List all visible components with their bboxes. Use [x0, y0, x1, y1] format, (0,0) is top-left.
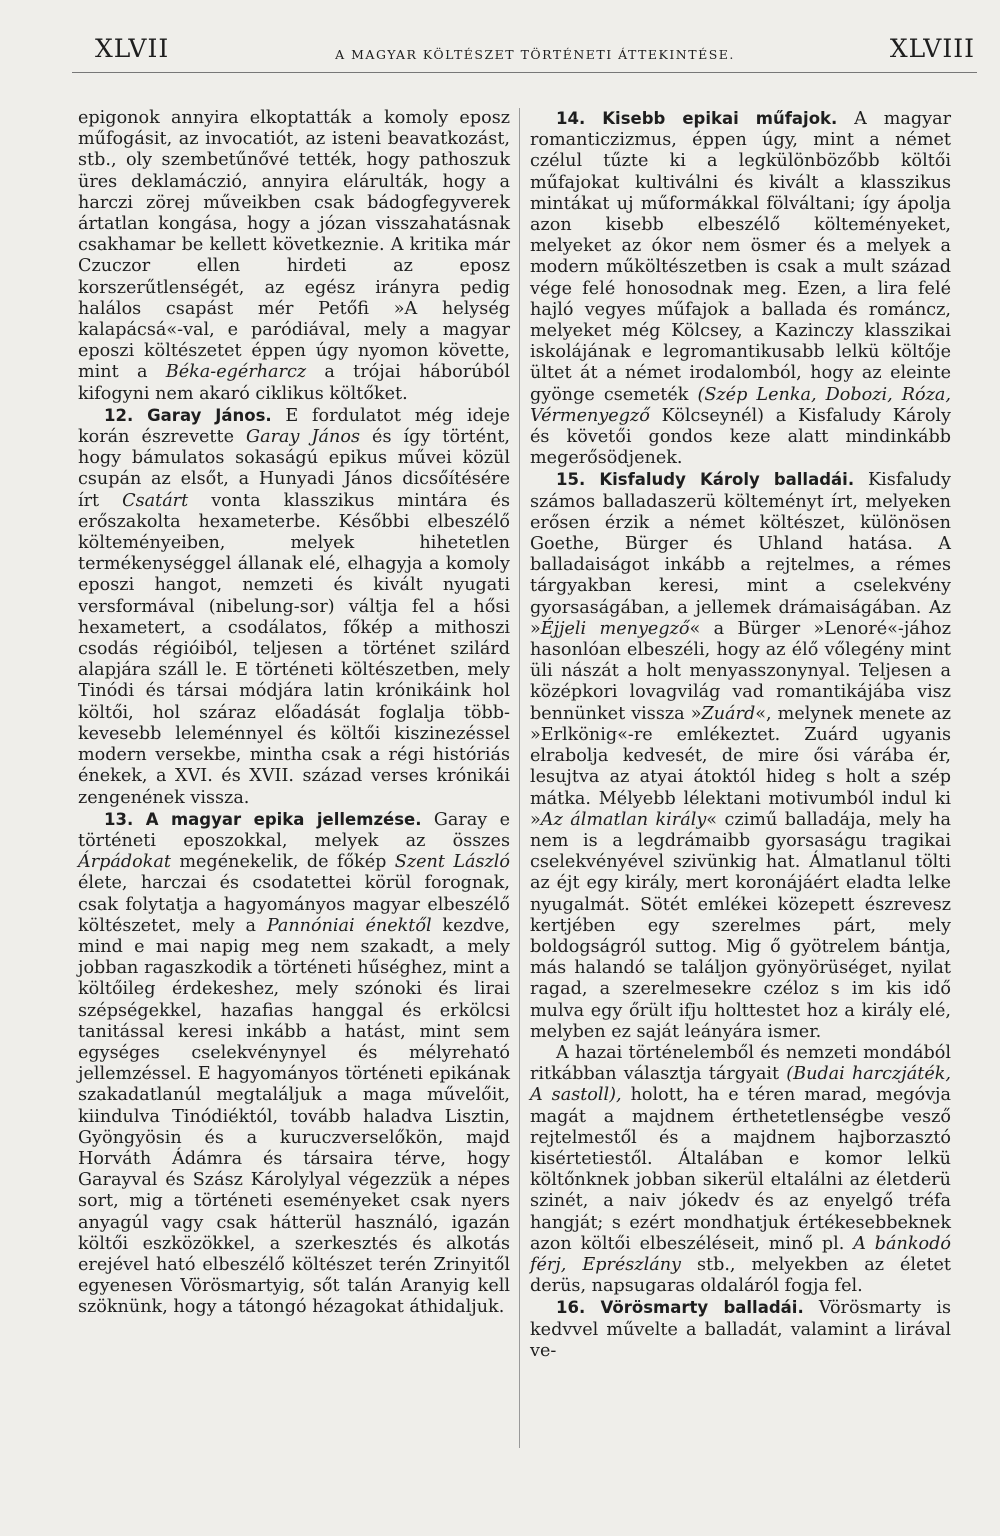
right-page-number: XLVIII [889, 34, 975, 63]
section-12: 12. Garay János. E fordulatot még ideje korán észrevette Garay János és így történt, hogy bámulatos sokaságú epikus művei közül csupán az elsőt, a Hunyadi János dicsőítésére írt Csatárt vonta klasszikus mintára és erőszakolta hexameterbe. Későbbi elbeszélő költeményeiben, melyek hihetetlen termékenységgel állanak elé, elhagyja a komoly eposzi hangot, nemzeti és kivált nyugati versformával (nibelung-sor) váltja fel a hősi hexametert, a csodálatos, főkép a mithoszi csodás régióiból, teljesen a történet szilárd alapjára száll le. E történeti költészetben, mely Tinódi és társai módjára latin krónikáink hol költői, hol száraz előadását foglalja több-kevesebb leleménnyel és költői kiszinezéssel modern versekbe, mintha csak a régi históriás énekek, a XVI. és XVII. század verses krónikái zengenének vissza. [78, 405, 510, 808]
header-rule [72, 72, 977, 73]
paragraph-epigonok: epigonok annyira elkoptatták a komoly eposz műfogásit, az invocatiót, az isteni beavatkozást, stb., oly szembetűnővé tették, hogy pathoszuk üres deklamáczió, annyira elárulták, hogy a harczi zörej műveikben csak bádogfegyverek ártatlan kongása, hogy a józan visszahatásnak csakhamar be kellett következnie. A kritika már Czuczor ellen hirdeti az eposz korszerűtlenségét, az egész irányra pedig halálos csapást mér Petőfi »A helység kalapácsá«-val, e paródiával, mely a magyar eposzi költészetet éppen úgy nyomon követte, mint a Béka-egérharcz a trójai háborúból kifogyni nem akaró ciklikus költőket. [78, 108, 511, 404]
running-header [95, 34, 975, 74]
column-divider [519, 108, 520, 1448]
right-column [530, 108, 951, 1362]
left-column [78, 108, 510, 1319]
section-15-heading: 15. Kisfaludy Károly balladái. [556, 470, 855, 490]
running-title: A MAGYAR KÖLTÉSZET TÖRTÉNETI ÁTTEKINTÉSE. [335, 47, 735, 62]
left-page-number: XLVII [95, 34, 170, 63]
paragraph-hazai: A hazai történelemből és nemzeti mondából ritkábban választja tárgyait (Budai harczjáték, A sastoll), holott, ha e téren marad, megóvja magát a majdnem érthetetlenségbe vesző rejtelmestől és a majdnem hajborzasztó kisértetiestől. Általában e komor lelkü költőnknek jobban sikerül eltalálni az életderü szinét, a naiv jókedv és az enyelgő tréfa hangját; s ezért mondhatjuk értékesebbeknek azon költői elbeszéléseit, minő pl. A bánkodó férj, Eprészlány stb., melyekben az életet derüs, napsugaras oldaláról fogja fel. [530, 1042, 951, 1297]
section-16: 16. Vörösmarty balladái. Vörösmarty is kedvvel művelte a balladát, valamint a lirával ve- [530, 1298, 951, 1361]
section-15: 15. Kisfaludy Károly balladái. Kisfaludy számos balladaszerü költeményt írt, melyeken erősen érzik a német költészet, különösen Goethe, Bürger és Uhland hatása. A balladaiságot inkább a rejtelmes, a rémes tárgyakban keresi, mint a cselekvény gyorsaságában, a jellemek drámaiságában. Az »Éjjeli menyegző« a Bürger »Lenoré«-jához hasonlóan elbeszéli, hogy az élő vőlegény mint üli nászát a holt menyasszonynyal. Teljesen a középkori lovagvilág vad romantikájába visz bennünket vissza »Zuárd«, melynek menete az »Erlkönig«-re emlékeztet. Zuárd ugyanis elrabolja kedvesét, de mire ősi várába ér, lesujtva az atyai átoktól hideg s holt a szép mátka. Mélyebb lélektani motivumból indul ki »Az álmatlan király« czimű balladája, mely ha nem is a legdrámaibb gyorsaságu tragikai cselekvényével szivünkig hat. Álmatlanul tölti az éjt egy király, mert koronájáért eladta lelke nyugalmát. Sötét emlékei közepett észrevesz kertjében egy szerelmes párt, mely boldogságról suttog. Mig ő gyötrelem bántja, más halandó se találjon gyönyörüséget, nyilat ragad, a szerelmesekre czéloz s im kis idő mulva egy őrült ifju holttestet hoz a király elé, melyben ez saját leányára ismer. [530, 470, 951, 1042]
section-14-heading: 14. Kisebb epikai műfajok. [556, 109, 838, 128]
section-13-heading: 13. A magyar epika jellemzése. [104, 809, 422, 829]
section-12-heading: 12. Garay János. [104, 405, 272, 425]
section-13: 13. A magyar epika jellemzése. Garay e történeti eposzokkal, melyek az összes Árpádokat megénekelik, de főkép Szent László élete, harczai és csodatettei körül forognak, csak folytatja a hagyományos magyar elbeszélő költészetet, mely a Pannóniai énektől kezdve, mind e mai napig meg nem szakadt, a mely jobban ragaszkodik a történeti hűséghez, mint a költőileg érdekeshez, mely szónoki és lirai szépségekkel, hazafias hanggal és erkölcsi tanitással keresi inkább a hatást, mint sem egységes cselekvénynyel és mélyreható jellemzéssel. E hagyományos történeti epikának szakadatlanúl megtaláljuk a maga művelőit, kiindulva Tinódiéktól, tovább haladva Lisztin, Gyöngyösin és a kuruczverselőkön, majd Horváth Ádámra és társaira térve, hogy Garayval és Szász Károlylyal végezzük a népes sort, mig a történeti eseményeket csak nyers anyagúl vagy csak hátterül használó, igazán költői eszközökkel, a szerkesztés és alkotás erejével ható elbeszélő költészet terén Zrinyitől egyenesen Vörösmartyig, sőt talán Aranyig kell szöknünk, hogy a tátongó hézagokat áthidaljuk. [78, 809, 511, 1318]
section-14: 14. Kisebb epikai műfajok. A magyar romanticzizmus, éppen úgy, mint a német czélul tűzte ki a legkülönbözőbb költői műfajokat kultiválni és kivált a klasszikus mintákat uj műformákkal fölváltani; így ápolja azon kisebb elbeszélő költeményeket, melyeket az ókor nem ösmer és a melyek a modern műköltészetben is csak a mult század vége felé honosodnak meg. Ezen, a lira felé hajló vegyes műfajok a ballada és románcz, melyeket még Kölcsey, a Kazinczy klasszikai iskolájának e legromantikusabb lelkü költője ültet át a német irodalomból, hogy az eleinte gyönge csemeték (Szép Lenka, Dobozi, Róza, Vérmenyegző Kölcseynél) a Kisfaludy Károly és követői gondos keze alatt mindinkább megerősödjenek. [530, 109, 951, 469]
section-16-heading: 16. Vörösmarty balladái. [556, 1298, 804, 1318]
